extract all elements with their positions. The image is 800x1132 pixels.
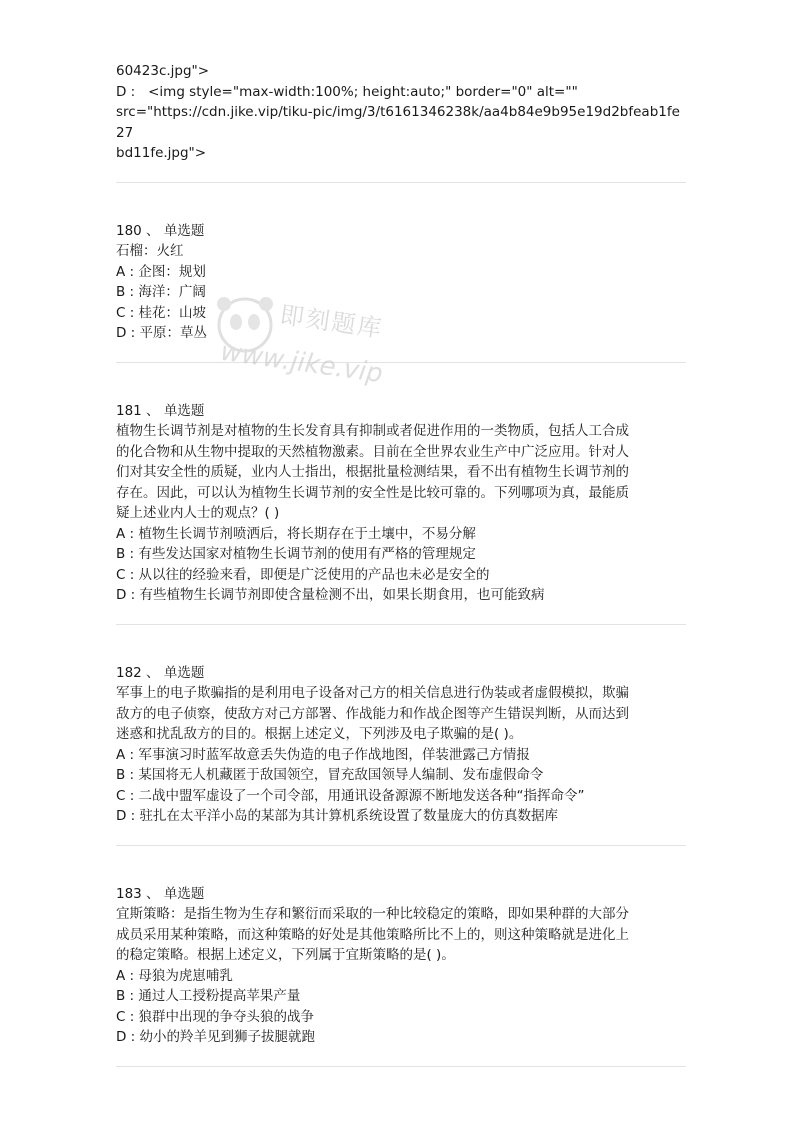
- option-c: C : 桂花：山坡: [116, 304, 207, 321]
- option-a: A : 植物生长调节剂喷洒后，将长期存在于土壤中，不易分解: [116, 525, 476, 542]
- question-stem: 迷惑和扰乱敌方的目的。根据上述定义，下列涉及电子欺骗的是( )。: [116, 726, 523, 742]
- question-stem: 存在。因此，可以认为植物生长调节剂的安全性是比较可靠的。下列哪项为真，最能质: [116, 484, 629, 501]
- option-a: A : 企图：规划: [116, 263, 206, 280]
- snippet-line: bd11fe.jpg">: [116, 145, 207, 161]
- option-b: B : 有些发达国家对植物生长调节剂的使用有严格的管理规定: [116, 546, 476, 562]
- option-c: C : 从以往的经验来看，即便是广泛使用的产品也未必是安全的: [116, 566, 490, 583]
- question-stem: 石榴：火红: [116, 243, 184, 259]
- watermark-url: www.jike.vip: [218, 336, 385, 390]
- question-stem: 敌方的电子侦察，使敌方对己方部署、作战能力和作战企图等产生错误判断，从而达到: [116, 705, 629, 722]
- option-d: D : 平原：草丛: [116, 325, 208, 341]
- question-number: 181 、 单选题: [116, 402, 205, 419]
- question-stem: 们对其安全性的质疑，业内人士指出，根据批量检测结果，看不出有植物生长调节剂的: [116, 464, 629, 480]
- question-stem: 的稳定策略。根据上述定义，下列属于宜斯策略的是( )。: [116, 947, 455, 963]
- divider: [116, 1066, 686, 1067]
- option-d: D : 有些植物生长调节剂即使含量检测不出，如果长期食用，也可能致病: [116, 587, 545, 603]
- question-number: 180 、 单选题: [116, 222, 205, 239]
- option-a: A : 军事演习时蓝军故意丢失伪造的电子作战地图，佯装泄露己方情报: [116, 746, 530, 763]
- question-number: 182 、 单选题: [116, 664, 205, 681]
- watermark-text: 即刻题库: [278, 300, 386, 344]
- option-b: B : 通过人工授粉提高苹果产量: [116, 988, 301, 1004]
- option-a: A : 母狼为虎崽哺乳: [116, 967, 233, 984]
- option-c: C : 狼群中出现的争夺头狼的战争: [116, 1008, 315, 1025]
- option-c: C : 二战中盟军虚设了一个司令部，用通讯设备源源不断地发送各种“指挥命令”: [116, 787, 585, 804]
- snippet-line: 60423c.jpg">: [116, 63, 210, 79]
- question-stem: 军事上的电子欺骗指的是利用电子设备对己方的相关信息进行伪装或者虚假模拟，欺骗: [116, 685, 629, 701]
- option-d: D : 幼小的羚羊见到狮子拔腿就跑: [116, 1029, 316, 1045]
- option-b: B : 海洋：广阔: [116, 284, 206, 300]
- snippet-line: D : <img style="max-width:100%; height:auto;" border="0" alt="": [116, 83, 578, 100]
- question-stem: 成员采用某种策略，而这种策略的好处是其他策略所比不上的，则这种策略就是进化上: [116, 926, 629, 943]
- question-stem: 疑上述业内人士的观点？( ): [116, 505, 280, 521]
- option-b: B : 某国将无人机藏匿于敌国领空，冒充敌国领导人编制、发布虚假命令: [116, 767, 544, 783]
- question-number: 183 、 单选题: [116, 885, 205, 902]
- question-stem: 的化合物和从生物中提取的天然植物激素。目前在全世界农业生产中广泛应用。针对人: [116, 443, 629, 460]
- question-stem: 宜斯策略：是指生物为生存和繁衍而采取的一种比较稳定的策略，即如果种群的大部分: [116, 906, 629, 922]
- option-d: D : 驻扎在太平洋小岛的某部为其计算机系统设置了数量庞大的仿真数据库: [116, 808, 559, 824]
- document-page: [116, 0, 686, 1067]
- question-stem: 植物生长调节剂是对植物的生长发育具有抑制或者促进作用的一类物质，包括人工合成: [116, 423, 629, 439]
- snippet-line: src="https://cdn.jike.vip/tiku-pic/img/3/t6161346238k/aa4b84e9b95e19d2bfeab1fe27: [116, 104, 680, 141]
